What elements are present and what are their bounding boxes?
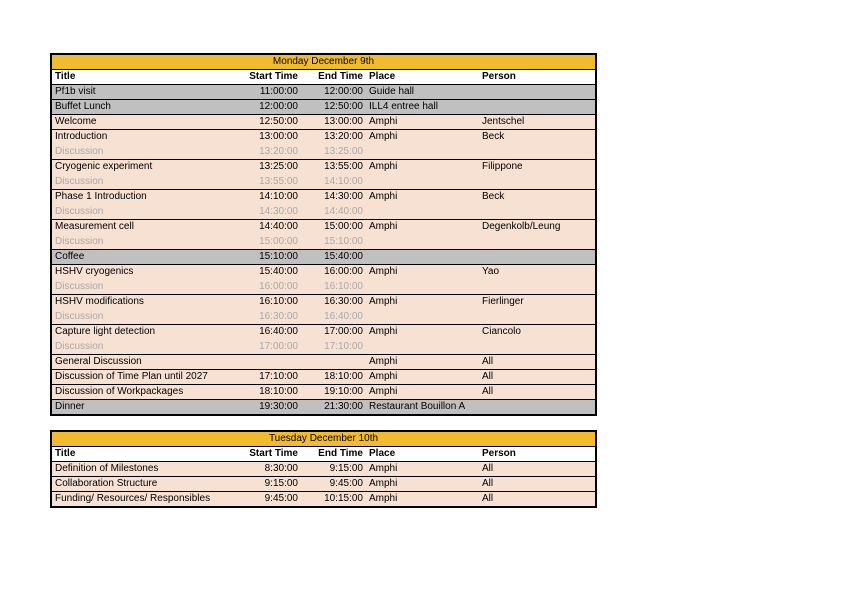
cell-person xyxy=(479,340,596,355)
cell-start-time: 15:10:00 xyxy=(236,250,301,265)
cell-person xyxy=(479,400,596,416)
cell-end-time: 9:15:00 xyxy=(301,462,366,477)
schedule-row xyxy=(51,370,596,385)
cell-person: Fierlinger xyxy=(479,295,596,310)
cell-person: All xyxy=(479,385,596,400)
cell-person xyxy=(479,85,596,100)
cell-person xyxy=(479,310,596,325)
col-header-place: Place xyxy=(366,70,479,85)
cell-title: Phase 1 Introduction xyxy=(51,190,236,205)
day-title-row xyxy=(51,54,596,70)
cell-end-time: 16:10:00 xyxy=(301,280,366,295)
cell-title: Coffee xyxy=(51,250,236,265)
cell-end-time: 10:15:00 xyxy=(301,492,366,508)
cell-place: Amphi xyxy=(366,385,479,400)
cell-place: Amphi xyxy=(366,265,479,280)
cell-start-time: 13:00:00 xyxy=(236,130,301,145)
schedule-row xyxy=(51,115,596,130)
cell-title: Introduction xyxy=(51,130,236,145)
cell-place xyxy=(366,145,479,160)
cell-start-time: 16:10:00 xyxy=(236,295,301,310)
cell-place xyxy=(366,310,479,325)
cell-title: Dinner xyxy=(51,400,236,416)
schedule-row xyxy=(51,175,596,190)
cell-place: Amphi xyxy=(366,492,479,508)
cell-place: Amphi xyxy=(366,130,479,145)
col-header-start-time: Start Time xyxy=(236,70,301,85)
schedule-row xyxy=(51,145,596,160)
cell-end-time: 15:00:00 xyxy=(301,220,366,235)
col-header-title: Title xyxy=(51,447,236,462)
schedule-row xyxy=(51,492,596,508)
cell-end-time: 13:55:00 xyxy=(301,160,366,175)
cell-person: All xyxy=(479,462,596,477)
cell-start-time: 13:55:00 xyxy=(236,175,301,190)
schedule-row xyxy=(51,100,596,115)
schedule-row xyxy=(51,340,596,355)
cell-title: Pf1b visit xyxy=(51,85,236,100)
cell-title: Discussion xyxy=(51,145,236,160)
cell-person: All xyxy=(479,370,596,385)
cell-title: HSHV cryogenics xyxy=(51,265,236,280)
schedule-row xyxy=(51,295,596,310)
cell-person: Degenkolb/Leung xyxy=(479,220,596,235)
col-header-place: Place xyxy=(366,447,479,462)
cell-place: ILL4 entree hall xyxy=(366,100,479,115)
schedule-row xyxy=(51,220,596,235)
cell-title: Collaboration Structure xyxy=(51,477,236,492)
col-header-person: Person xyxy=(479,70,596,85)
cell-start-time: 15:40:00 xyxy=(236,265,301,280)
col-header-person: Person xyxy=(479,447,596,462)
cell-person xyxy=(479,280,596,295)
schedule-row xyxy=(51,400,596,416)
schedule-row xyxy=(51,265,596,280)
cell-title: Discussion xyxy=(51,340,236,355)
cell-person xyxy=(479,235,596,250)
monday-schedule-table xyxy=(50,53,597,416)
cell-start-time: 13:25:00 xyxy=(236,160,301,175)
cell-start-time: 17:00:00 xyxy=(236,340,301,355)
cell-title: Discussion xyxy=(51,205,236,220)
cell-end-time: 14:10:00 xyxy=(301,175,366,190)
cell-end-time: 14:30:00 xyxy=(301,190,366,205)
cell-title: Discussion xyxy=(51,280,236,295)
cell-title: HSHV modifications xyxy=(51,295,236,310)
schedule-row xyxy=(51,130,596,145)
cell-start-time: 13:20:00 xyxy=(236,145,301,160)
schedule-row xyxy=(51,85,596,100)
cell-person: All xyxy=(479,492,596,508)
schedule-row xyxy=(51,310,596,325)
cell-place xyxy=(366,175,479,190)
cell-place: Amphi xyxy=(366,477,479,492)
cell-place: Amphi xyxy=(366,220,479,235)
cell-end-time: 18:10:00 xyxy=(301,370,366,385)
col-header-start-time: Start Time xyxy=(236,447,301,462)
cell-person xyxy=(479,100,596,115)
cell-title: Measurement cell xyxy=(51,220,236,235)
cell-start-time: 12:50:00 xyxy=(236,115,301,130)
cell-title: Buffet Lunch xyxy=(51,100,236,115)
tuesday-schedule-body xyxy=(51,431,596,507)
schedule-row xyxy=(51,205,596,220)
cell-person xyxy=(479,250,596,265)
schedule-row xyxy=(51,190,596,205)
cell-end-time: 19:10:00 xyxy=(301,385,366,400)
cell-end-time: 21:30:00 xyxy=(301,400,366,416)
cell-title: General Discussion xyxy=(51,355,236,370)
cell-end-time xyxy=(301,355,366,370)
cell-end-time: 16:40:00 xyxy=(301,310,366,325)
cell-place: Amphi xyxy=(366,190,479,205)
schedule-row xyxy=(51,160,596,175)
schedule-row xyxy=(51,462,596,477)
cell-title: Definition of Milestones xyxy=(51,462,236,477)
cell-end-time: 12:00:00 xyxy=(301,85,366,100)
cell-place: Amphi xyxy=(366,325,479,340)
cell-end-time: 17:00:00 xyxy=(301,325,366,340)
col-header-title: Title xyxy=(51,70,236,85)
cell-place xyxy=(366,280,479,295)
schedule-row xyxy=(51,235,596,250)
col-header-end-time: End Time xyxy=(301,447,366,462)
cell-start-time: 14:30:00 xyxy=(236,205,301,220)
cell-title: Discussion xyxy=(51,310,236,325)
cell-person: All xyxy=(479,477,596,492)
cell-place xyxy=(366,250,479,265)
cell-end-time: 13:20:00 xyxy=(301,130,366,145)
cell-end-time: 16:30:00 xyxy=(301,295,366,310)
cell-start-time: 9:15:00 xyxy=(236,477,301,492)
cell-place: Amphi xyxy=(366,115,479,130)
cell-start-time: 12:00:00 xyxy=(236,100,301,115)
day-title-row xyxy=(51,431,596,447)
cell-start-time: 9:45:00 xyxy=(236,492,301,508)
cell-start-time: 19:30:00 xyxy=(236,400,301,416)
cell-person: All xyxy=(479,355,596,370)
cell-end-time: 13:00:00 xyxy=(301,115,366,130)
schedule-row xyxy=(51,355,596,370)
cell-start-time: 11:00:00 xyxy=(236,85,301,100)
cell-end-time: 15:10:00 xyxy=(301,235,366,250)
cell-end-time: 13:25:00 xyxy=(301,145,366,160)
cell-title: Cryogenic experiment xyxy=(51,160,236,175)
cell-title: Discussion xyxy=(51,235,236,250)
cell-end-time: 14:40:00 xyxy=(301,205,366,220)
monday-schedule-body xyxy=(51,54,596,415)
cell-start-time: 16:30:00 xyxy=(236,310,301,325)
cell-person: Beck xyxy=(479,190,596,205)
cell-end-time: 9:45:00 xyxy=(301,477,366,492)
cell-start-time: 8:30:00 xyxy=(236,462,301,477)
cell-title: Discussion xyxy=(51,175,236,190)
cell-start-time: 14:40:00 xyxy=(236,220,301,235)
cell-place: Amphi xyxy=(366,160,479,175)
cell-place: Amphi xyxy=(366,370,479,385)
cell-person: Beck xyxy=(479,130,596,145)
cell-place xyxy=(366,235,479,250)
cell-person xyxy=(479,205,596,220)
cell-title: Funding/ Resources/ Responsibles xyxy=(51,492,236,508)
cell-start-time: 15:00:00 xyxy=(236,235,301,250)
cell-person xyxy=(479,175,596,190)
cell-end-time: 12:50:00 xyxy=(301,100,366,115)
cell-place: Amphi xyxy=(366,355,479,370)
cell-title: Discussion of Time Plan until 2027 xyxy=(51,370,236,385)
schedule-row xyxy=(51,325,596,340)
schedule-row xyxy=(51,477,596,492)
cell-title: Welcome xyxy=(51,115,236,130)
cell-person: Jentschel xyxy=(479,115,596,130)
schedule-row xyxy=(51,280,596,295)
tuesday-schedule-table xyxy=(50,430,597,508)
cell-title: Discussion of Workpackages xyxy=(51,385,236,400)
cell-place xyxy=(366,205,479,220)
cell-place: Amphi xyxy=(366,295,479,310)
schedule-row xyxy=(51,250,596,265)
day-title: Monday December 9th xyxy=(51,54,596,70)
cell-place: Amphi xyxy=(366,462,479,477)
cell-start-time: 18:10:00 xyxy=(236,385,301,400)
cell-start-time: 16:40:00 xyxy=(236,325,301,340)
cell-person: Yao xyxy=(479,265,596,280)
cell-start-time: 17:10:00 xyxy=(236,370,301,385)
column-header-row xyxy=(51,447,596,462)
cell-person: Filippone xyxy=(479,160,596,175)
column-header-row xyxy=(51,70,596,85)
cell-end-time: 16:00:00 xyxy=(301,265,366,280)
day-title: Tuesday December 10th xyxy=(51,431,596,447)
cell-person: Ciancolo xyxy=(479,325,596,340)
col-header-end-time: End Time xyxy=(301,70,366,85)
cell-end-time: 17:10:00 xyxy=(301,340,366,355)
cell-start-time xyxy=(236,355,301,370)
cell-person xyxy=(479,145,596,160)
cell-start-time: 14:10:00 xyxy=(236,190,301,205)
cell-end-time: 15:40:00 xyxy=(301,250,366,265)
cell-place: Guide hall xyxy=(366,85,479,100)
cell-place xyxy=(366,340,479,355)
schedule-row xyxy=(51,385,596,400)
cell-place: Restaurant Bouillon A xyxy=(366,400,479,416)
cell-title: Capture light detection xyxy=(51,325,236,340)
cell-start-time: 16:00:00 xyxy=(236,280,301,295)
